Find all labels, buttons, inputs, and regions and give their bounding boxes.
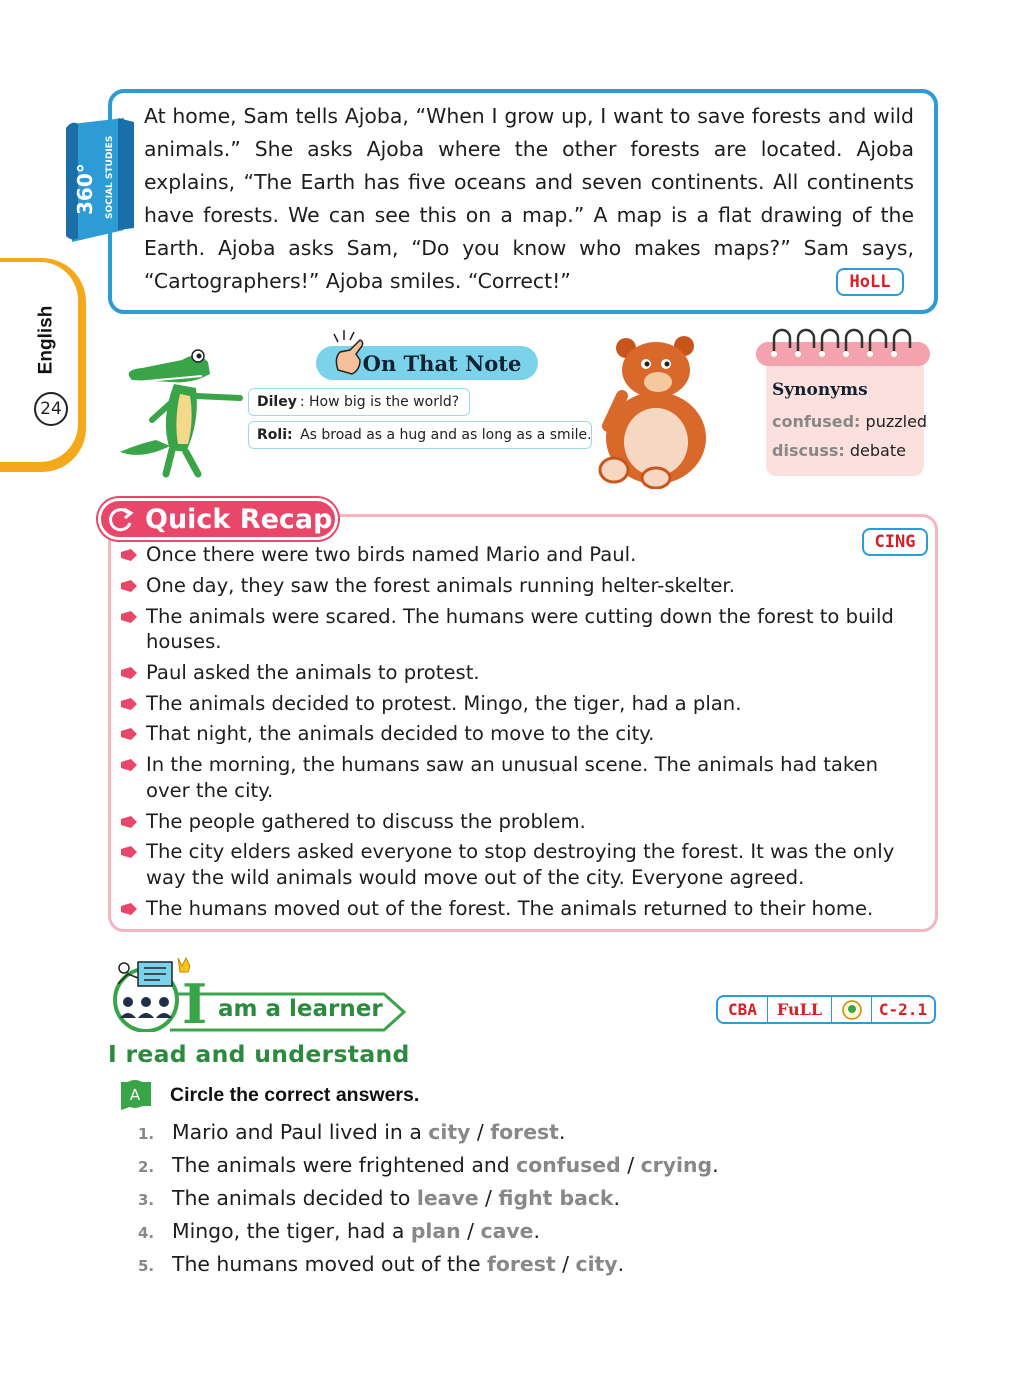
- list-item: In the morning, the humans saw an unusual scene. The animals had taken over the city.: [118, 752, 918, 803]
- bear-illustration: [596, 334, 714, 489]
- page-number: 24: [34, 392, 68, 426]
- learner-big-letter: I: [182, 972, 208, 1036]
- refresh-icon: [104, 505, 136, 535]
- badge-a: [117, 1080, 153, 1110]
- tag-seal: [832, 997, 872, 1022]
- dialogue-roli: Roli: As broad as a hug and as long as a smile.: [248, 421, 592, 449]
- subject-label: English: [35, 305, 56, 375]
- question-item: 3. The animals decided to leave / fight back.: [138, 1186, 620, 1210]
- list-item: The humans moved out of the forest. The animals returned to their home.: [118, 896, 918, 922]
- svg-text:360°: 360°: [73, 163, 97, 215]
- bullet-icon: [121, 611, 137, 623]
- bullet-icon: [121, 549, 137, 561]
- cing-tag: CING: [862, 528, 928, 556]
- dialogue-diley: Diley : How big is the world?: [248, 388, 470, 416]
- list-item: Paul asked the animals to protest.: [118, 660, 918, 686]
- learner-title: am a learner: [218, 996, 383, 1022]
- pointing-hand-icon: [330, 330, 366, 378]
- tag-full: FuLL: [768, 997, 832, 1022]
- answer-option[interactable]: city: [428, 1120, 471, 1144]
- question-item: 1. Mario and Paul lived in a city / forest.: [138, 1120, 566, 1144]
- holl-tag: HoLL: [836, 268, 904, 296]
- crocodile-illustration: [112, 340, 252, 480]
- skill-tags: [716, 995, 936, 1024]
- list-item: One day, they saw the forest animals running helter-skelter.: [118, 573, 918, 599]
- bullet-icon: [121, 816, 137, 828]
- list-item: The animals decided to protest. Mingo, the tiger, had a plan.: [118, 691, 918, 717]
- tag-cba: CBA: [718, 997, 768, 1022]
- answer-option[interactable]: fight back: [498, 1186, 614, 1210]
- quick-recap-title: Quick Recap: [98, 498, 338, 540]
- question-item: 5. The humans moved out of the forest / city.: [138, 1252, 625, 1276]
- bullet-icon: [121, 903, 137, 915]
- seal-icon: [841, 999, 863, 1021]
- question-item: 2. The animals were frightened and confused / crying.: [138, 1153, 719, 1177]
- story-paragraph: At home, Sam tells Ajoba, “When I grow up, I want to save forests and wild animals.” She asks Ajoba where the other forests are located. Ajoba explains, “The Earth has five oceans and seven continents. All continents have forests. We can see this on a map.” A map is a flat drawing of the Earth. Ajoba asks Sam, “Do you know who makes maps?” Sam says, “Cartographers!” Ajoba smiles. “Correct!”: [144, 104, 914, 293]
- answer-option[interactable]: city: [575, 1252, 618, 1276]
- bullet-icon: [121, 759, 137, 771]
- svg-text:SOCIAL STUDIES: SOCIAL STUDIES: [105, 135, 115, 219]
- synonyms-title: Synonyms: [772, 380, 868, 400]
- list-item: The animals were scared. The humans were cutting down the forest to build houses.: [118, 604, 918, 655]
- question-item: 4. Mingo, the tiger, had a plan / cave.: [138, 1219, 540, 1243]
- answer-option[interactable]: forest: [490, 1120, 559, 1144]
- classroom-icon: [112, 956, 192, 1032]
- answer-option[interactable]: confused: [516, 1153, 621, 1177]
- section-heading: I read and understand: [108, 1040, 410, 1068]
- answer-option[interactable]: cave: [480, 1219, 534, 1243]
- instruction-text: Circle the correct answers.: [170, 1084, 420, 1106]
- answer-option[interactable]: forest: [486, 1252, 556, 1276]
- synonym-row: confused: puzzled: [772, 412, 928, 431]
- bullet-icon: [121, 728, 137, 740]
- tag-c21: C-2.1: [878, 1000, 928, 1019]
- recap-list: [118, 542, 918, 926]
- list-item: The people gathered to discuss the problem.: [118, 809, 918, 835]
- synonym-row: discuss: debate: [772, 441, 906, 460]
- bullet-icon: [121, 846, 137, 858]
- list-item: That night, the animals decided to move to the city.: [118, 721, 918, 747]
- answer-option[interactable]: leave: [416, 1186, 479, 1210]
- answer-option[interactable]: plan: [410, 1219, 461, 1243]
- list-item: The city elders asked everyone to stop destroying the forest. It was the only way the wild animals would move out of the city. Everyone agreed.: [118, 839, 918, 890]
- list-item: Once there were two birds named Mario and Paul.: [118, 542, 918, 568]
- svg-text:A: A: [129, 1086, 141, 1104]
- answer-option[interactable]: crying: [640, 1153, 713, 1177]
- spiral-rings-icon: [764, 326, 924, 362]
- ribbon-label: [60, 133, 130, 223]
- on-that-note-title: On That Note: [316, 346, 538, 380]
- bullet-icon: [121, 667, 137, 679]
- bullet-icon: [121, 580, 137, 592]
- bullet-icon: [121, 698, 137, 710]
